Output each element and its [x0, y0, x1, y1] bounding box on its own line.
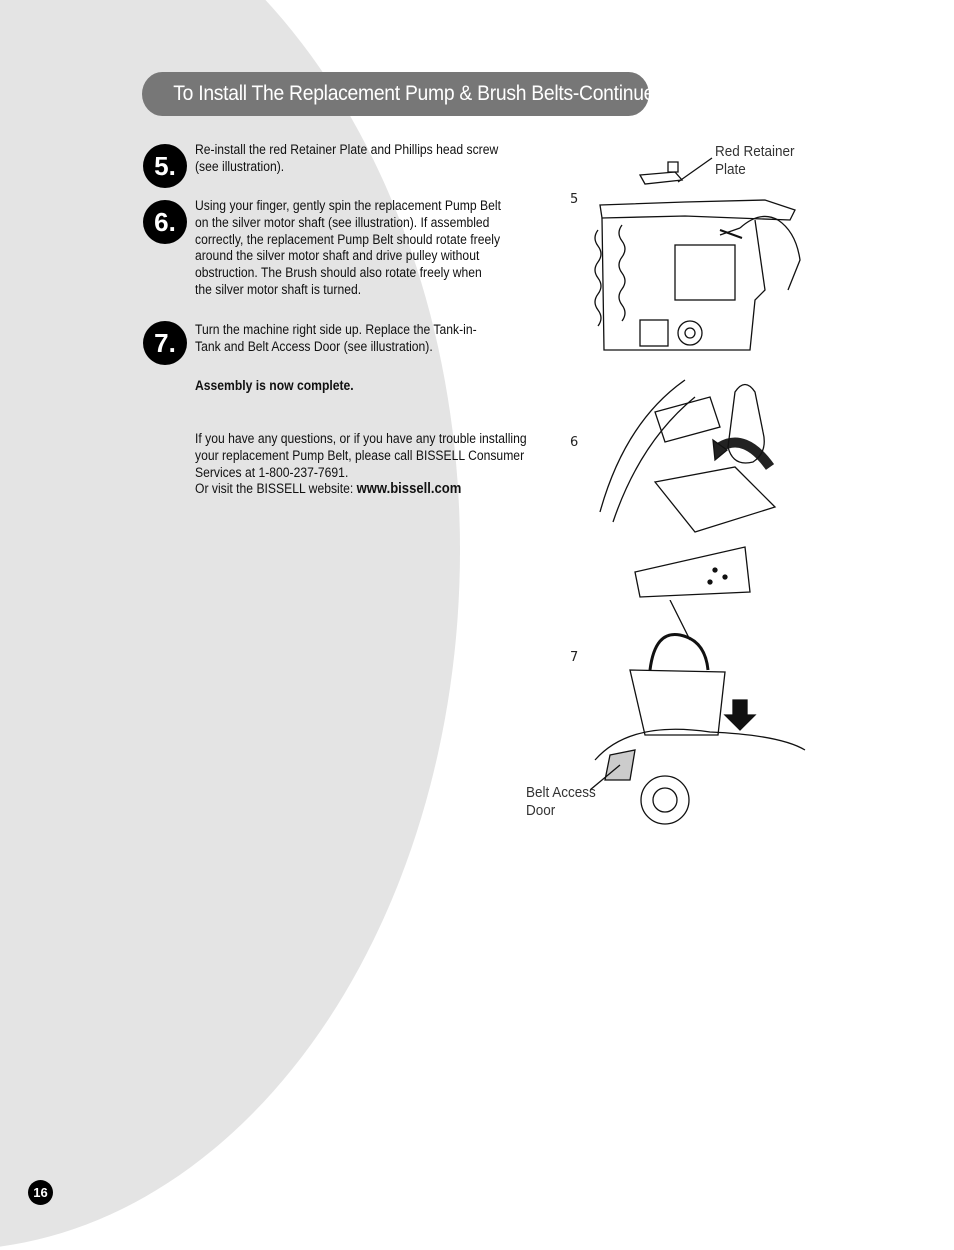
dot	[723, 575, 727, 579]
pump-cover-shape	[655, 397, 720, 442]
housing-curve-outer	[600, 380, 685, 512]
motor-housing	[675, 245, 735, 300]
contact-info	[195, 431, 533, 498]
background-arc	[0, 0, 460, 1250]
callout-line: Red Retainer	[715, 143, 795, 160]
callout-line: Plate	[715, 161, 746, 178]
callout-line: Belt Access	[526, 784, 596, 801]
pulley-hub	[685, 328, 695, 338]
step-5-badge: 5.	[143, 144, 187, 188]
brush-coil-right	[619, 225, 625, 321]
illustration-step-5	[590, 150, 815, 360]
tank-handle	[650, 634, 708, 670]
website-prefix: Or visit the BISSELL website:	[195, 481, 357, 497]
belt-access-door-callout	[526, 784, 625, 820]
red-retainer-plate-callout	[715, 143, 814, 179]
wheel-hub	[653, 788, 677, 812]
retainer-plate-shape	[640, 172, 682, 184]
vent-grille	[640, 320, 668, 346]
callout-line: Door	[526, 802, 556, 819]
illustration-step-6	[595, 372, 815, 602]
lower-panel-shape	[635, 547, 750, 597]
step-6-badge: 6.	[143, 200, 187, 244]
screw-head-shape	[668, 162, 678, 172]
housing-curve-inner	[613, 397, 695, 522]
wheel-outer	[641, 776, 689, 824]
base-plate-shape	[655, 467, 775, 532]
brush-coil-left	[595, 230, 601, 326]
page-number: 16	[28, 1180, 53, 1205]
step-6-text: Using your finger, gently spin the replacement Pump Belt on the silver motor shaft (see illustration). If assembled correctly, the replacement Pump Belt should rotate freely around the silver motor shaft and drive pulley without obstruction. The Brush should also rotate freely when the silver motor shaft is turned.	[195, 198, 501, 297]
dot	[713, 568, 717, 572]
figure-7-label: 7	[570, 650, 579, 665]
step-7-text: Turn the machine right side up. Replace the Tank-in-Tank and Belt Access Door (see illustration).	[195, 322, 477, 354]
step-7-badge: 7.	[143, 321, 187, 365]
down-arrow-icon	[725, 700, 755, 730]
callout-leader-line	[678, 158, 712, 182]
tank-body	[630, 670, 725, 735]
step-5-text: Re-install the red Retainer Plate and Phillips head screw (see illustration).	[195, 142, 499, 174]
figure-6-label: 6	[570, 435, 579, 450]
section-header: To Install The Replacement Pump & Brush Belts-Continued	[142, 72, 649, 116]
website-link[interactable]: www.bissell.com	[356, 481, 462, 498]
contact-text: If you have any questions, or if you have any trouble installing your replacement Pump Belt, please call BISSELL Consumer Services at 1-800-237-7691.	[195, 431, 527, 480]
dot	[708, 580, 712, 584]
figure-5-label: 5	[570, 192, 579, 207]
completion-note: Assembly is now complete.	[195, 378, 354, 393]
pulley-circle	[678, 321, 702, 345]
